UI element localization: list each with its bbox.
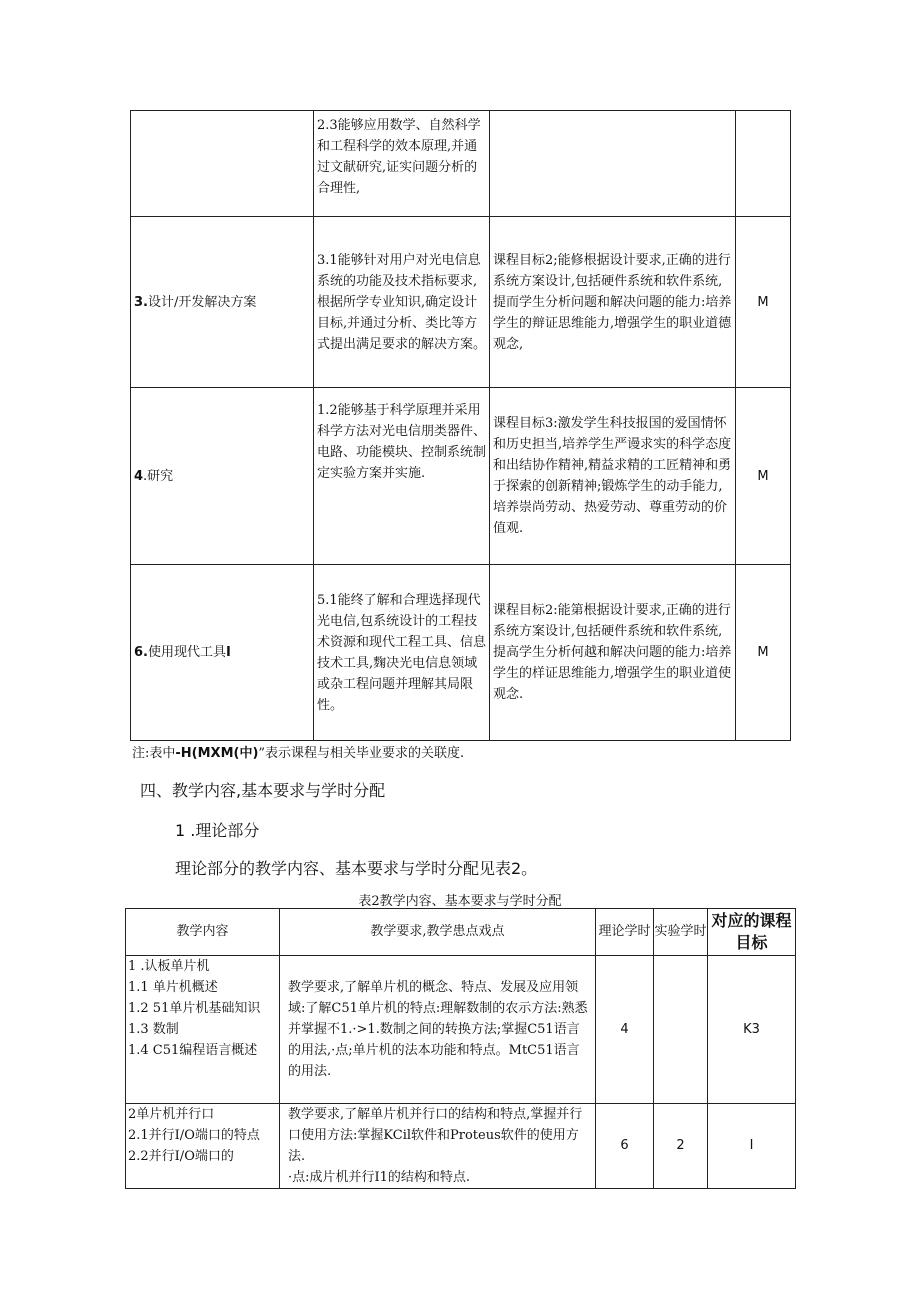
requirement-text: 教学要求,了解单片机并行口的结构和特点,掌握并行口使用方法:掌握KCil软件和Proteus软件的使用方法.	[288, 1107, 583, 1164]
requirements-table	[130, 110, 791, 741]
list-item: 2.1并行I/O端口的特点	[128, 1128, 260, 1143]
grad-requirement-cell	[131, 111, 314, 217]
table-note	[132, 742, 464, 761]
content-cell	[126, 1104, 280, 1189]
req-suffix: I	[226, 645, 231, 660]
list-item: 1.4 C51编程语言概述	[128, 1043, 258, 1058]
course-goal-cell: 课程目标2:能第根据设计要求,正确的进行系统方案设计,包括硬件系统和软件系统,提高学生分析何越和解决问题的能力:培养学生的样证思维能力,增强学生的职业道使观念.	[490, 565, 736, 741]
table-header-row	[126, 909, 796, 956]
indicator-cell: 5.1能终了解和合理选择现代光电信,包系统设计的工程技术资源和现代工程工具、信息技术工具,麴决光电信息领域或杂工程问题并理解其局限性。	[314, 565, 490, 741]
req-number: 4	[134, 468, 144, 484]
table-row	[131, 111, 791, 217]
body-paragraph: 理论部分的教学内容、基本要求与学时分配见表2。	[175, 859, 538, 878]
relevance-cell: M	[736, 388, 791, 565]
list-item: 2单片机并行口	[128, 1107, 215, 1122]
list-item: 1 .认板单片机	[128, 959, 210, 974]
theory-hours-cell: 6	[596, 1104, 654, 1189]
relevance-cell: M	[736, 217, 791, 388]
lab-hours-cell	[654, 956, 708, 1104]
req-label: 使用现代工具	[147, 645, 226, 660]
req-number: 6.	[134, 645, 148, 660]
table-row	[131, 217, 791, 388]
table-row	[126, 956, 796, 1104]
note-suffix: ”表示课程与相关毕业要求的关联度.	[258, 746, 465, 761]
note-bold: -H(MXM(中)	[175, 746, 259, 761]
note-prefix: 注:表中	[132, 746, 176, 761]
list-item: 1.1 单片机概述	[128, 980, 218, 995]
relevance-cell	[736, 111, 791, 217]
requirement-cell: 教学要求,了解单片机的概念、特点、发展及应用领域:了解C51单片机的特点:理解数制的农示方法:熟悉并掌握不1.·>1.数制之间的转换方法;掌握C51语言的用法,·点;单片机的法本功能和特点。MtC51语言的用法.	[280, 956, 596, 1104]
teaching-content-table	[125, 908, 796, 1189]
requirement-cell	[280, 1104, 596, 1189]
req-label: .研究	[143, 468, 174, 484]
header-content: 教学内容	[126, 909, 280, 956]
list-item: 1.2 51单片机基础知识	[128, 1001, 261, 1016]
indicator-cell: 1.2能够基于科学原理并采用科学方法对光电信朋类器件、电路、功能模块、控制系统制定实验方案并实施.	[314, 388, 490, 565]
course-goal-cell: I	[708, 1104, 796, 1189]
list-item: 1.3 数制	[128, 1022, 179, 1037]
course-goal-cell	[490, 111, 736, 217]
req-number: 3.	[134, 294, 148, 310]
table-caption: 表2教学内容、基本要求与学时分配	[358, 894, 562, 909]
relevance-cell: M	[736, 565, 791, 741]
lab-hours-cell: 2	[654, 1104, 708, 1189]
requirement-key-point: ·点:成片机并行I1的结构和特点.	[288, 1170, 471, 1185]
theory-hours-cell: 4	[596, 956, 654, 1104]
header-requirement: 教学要求,教学患点戏点	[280, 909, 596, 956]
grad-requirement-cell	[131, 565, 314, 741]
section-heading: 四、教学内容,基本要求与学时分配	[140, 781, 386, 800]
header-lab-hours: 实验学时	[654, 909, 708, 956]
grad-requirement-cell	[131, 388, 314, 565]
list-item: 2.2并行I/O端口的	[128, 1149, 234, 1164]
indicator-cell: 3.1能够针对用户对光电信息系统的功能及技术指标要求,根据所学专业知识,确定设计目标,并通过分析、类比等方式提出满足要求的解决方案。	[314, 217, 490, 388]
subsection-heading: 1 .理论部分	[175, 821, 260, 840]
header-course-goal: 对应的课程目标	[708, 909, 796, 956]
table-row	[131, 388, 791, 565]
indicator-cell: 2.3能够应用数学、自然科学和工程科学的效本原理,并通过文献研究,证实问题分析的合理性,	[314, 111, 490, 217]
header-theory-hours: 理论学时	[596, 909, 654, 956]
table-row	[126, 1104, 796, 1189]
course-goal-cell: K3	[708, 956, 796, 1104]
req-label: 设计/开发解决方案	[147, 294, 257, 310]
grad-requirement-cell	[131, 217, 314, 388]
content-cell	[126, 956, 280, 1104]
table-row	[131, 565, 791, 741]
course-goal-cell: 课程目标2;能修根据设计要求,正确的进行系统方案设计,包括硬件系统和软件系统,提而学生分析问题和解决问题的能力:培养学生的辩证思维能力,增强学生的职业道德观念,	[490, 217, 736, 388]
course-goal-cell: 课程目标3:激发学生科技报国的爱国情怀和历史担当,培养学生严谩求实的科学态度和出结协作精神,精益求精的工匠精神和勇于探索的创新精神;锻炼学生的动手能力,培养崇尚劳动、热爱劳动、尊重劳动的价值观.	[490, 388, 736, 565]
